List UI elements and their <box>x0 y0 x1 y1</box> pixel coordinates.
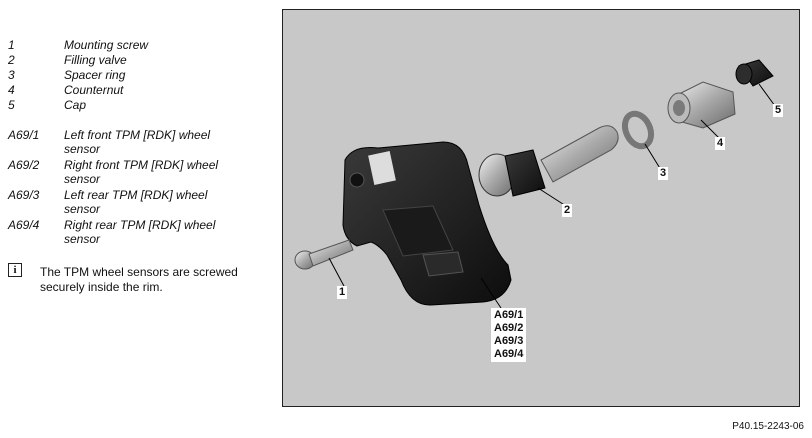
info-icon: i <box>8 263 22 277</box>
callout-4: 4 <box>717 137 724 149</box>
legend-number: 4 <box>8 83 15 97</box>
sensor-designations <box>491 308 526 362</box>
valve-cap <box>736 60 773 86</box>
spacer-ring <box>620 110 656 151</box>
note-text: The TPM wheel sensors are screwed securely inside the rim. <box>40 265 238 294</box>
sensor-label: A69/1 <box>494 309 524 321</box>
sensor-label: A69/3 <box>494 335 524 347</box>
legend-text: Mounting screw <box>64 38 149 52</box>
callout-1: 1 <box>339 286 346 298</box>
legend-text: Right rear TPM [RDK] wheel sensor <box>64 218 216 246</box>
legend-text: Left front TPM [RDK] wheel sensor <box>64 128 211 156</box>
legend-text: Right front TPM [RDK] wheel sensor <box>64 158 219 186</box>
mounting-screw <box>295 240 353 269</box>
legend-number: A69/1 <box>8 128 40 142</box>
legend-text: Cap <box>64 98 87 112</box>
legend-number: 1 <box>8 38 15 52</box>
figure-reference: P40.15-2243-06 <box>732 421 804 432</box>
legend-number: 5 <box>8 98 15 112</box>
legend-text: Left rear TPM [RDK] wheel sensor <box>64 188 208 216</box>
callout-5: 5 <box>775 104 782 116</box>
legend-number: 2 <box>8 53 15 67</box>
legend-number: A69/3 <box>8 188 40 202</box>
legend-number: 3 <box>8 68 15 82</box>
filling-valve <box>479 126 618 196</box>
legend-text: Spacer ring <box>64 68 126 82</box>
legend-text: Filling valve <box>64 53 127 67</box>
sensor-label: A69/4 <box>494 348 524 360</box>
legend-number: A69/4 <box>8 218 40 232</box>
sensor-label: A69/2 <box>494 322 524 334</box>
exploded-view-illustration <box>282 9 800 407</box>
parts-drawing <box>283 10 799 406</box>
callout-3: 3 <box>660 167 667 179</box>
legend-text: Counternut <box>64 83 124 97</box>
callout-2: 2 <box>564 204 571 216</box>
legend-number: A69/2 <box>8 158 40 172</box>
